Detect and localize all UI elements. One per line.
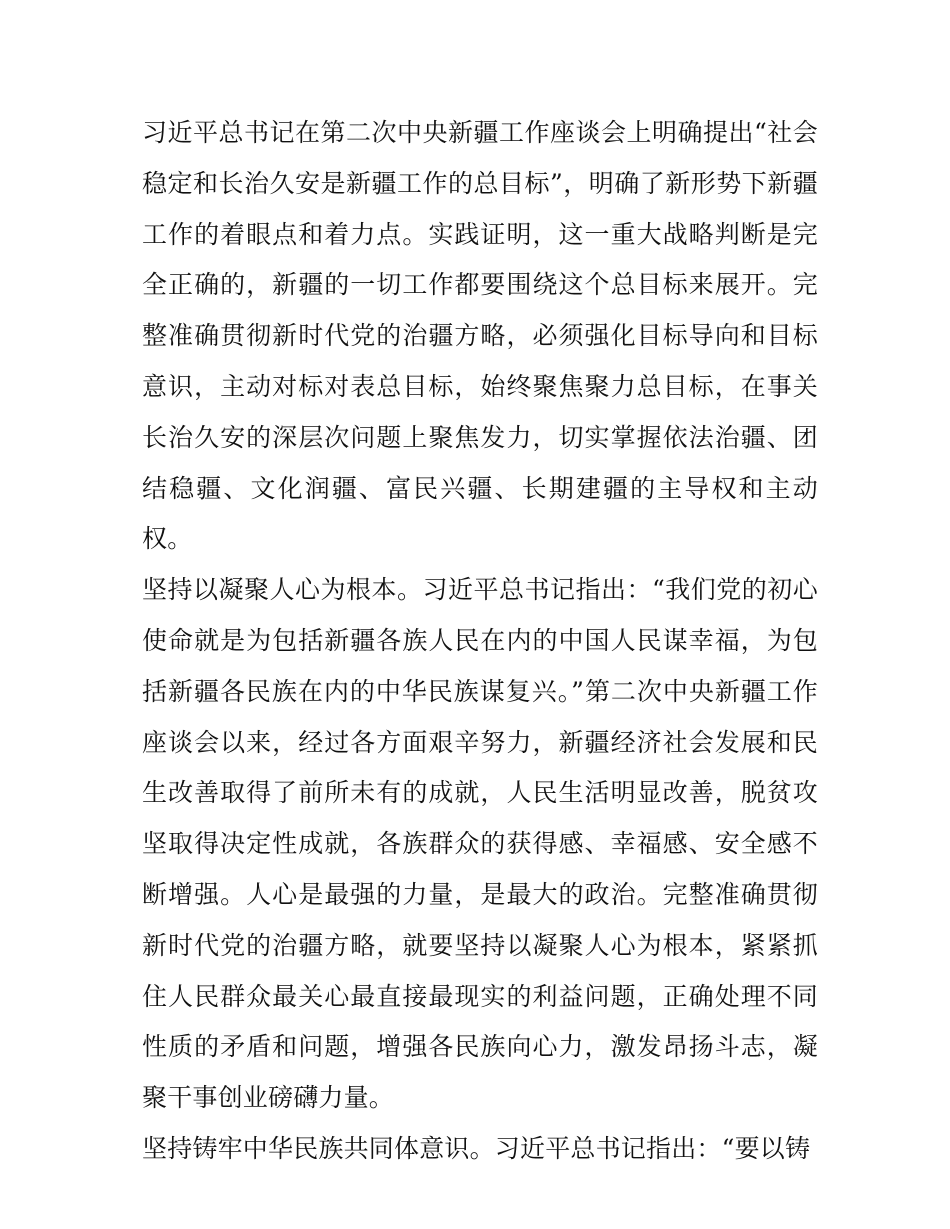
paragraph-national-community: 坚持铸牢中华民族共同体意识。习近平总书记指出：“要以铸 (142, 1133, 811, 1163)
paragraph-unite-hearts: 坚持以凝聚人心为根本。习近平总书记指出：“我们党的初心使命就是为包括新疆各族人民在内的中国人民谋幸福，为包括新疆各民族在内的中华民族谋复兴。”第二次中央新疆工作座谈会以来，经过各方面艰辛努力，新疆经济社会发展和民生改善取得了前所未有的成就，人民生活明显改善，脱贫攻坚取得决定性成就，各族群众的获得感、幸福感、安全感不断增强。人心是最强的力量，是最大的政治。完整准确贯彻新时代党的治疆方略，就要坚持以凝聚人心为根本，紧紧抓住人民群众最关心最直接最现实的利益问题，正确处理不同性质的矛盾和问题，增强各民族向心力，激发昂扬斗志，凝聚干事创业磅礴力量。 (142, 575, 818, 1113)
document-body (142, 108, 818, 1175)
paragraph-general-goal: 习近平总书记在第二次中央新疆工作座谈会上明确提出“社会稳定和长治久安是新疆工作的总目标”，明确了新形势下新疆工作的着眼点和着力点。实践证明，这一重大战略判断是完全正确的，新疆的一切工作都要围绕这个总目标来展开。完整准确贯彻新时代党的治疆方略，必须强化目标导向和目标意识，主动对标对表总目标，始终聚焦聚力总目标，在事关长治久安的深层次问题上聚焦发力，切实掌握依法治疆、团结稳疆、文化润疆、富民兴疆、长期建疆的主导权和主动权。 (142, 118, 818, 554)
